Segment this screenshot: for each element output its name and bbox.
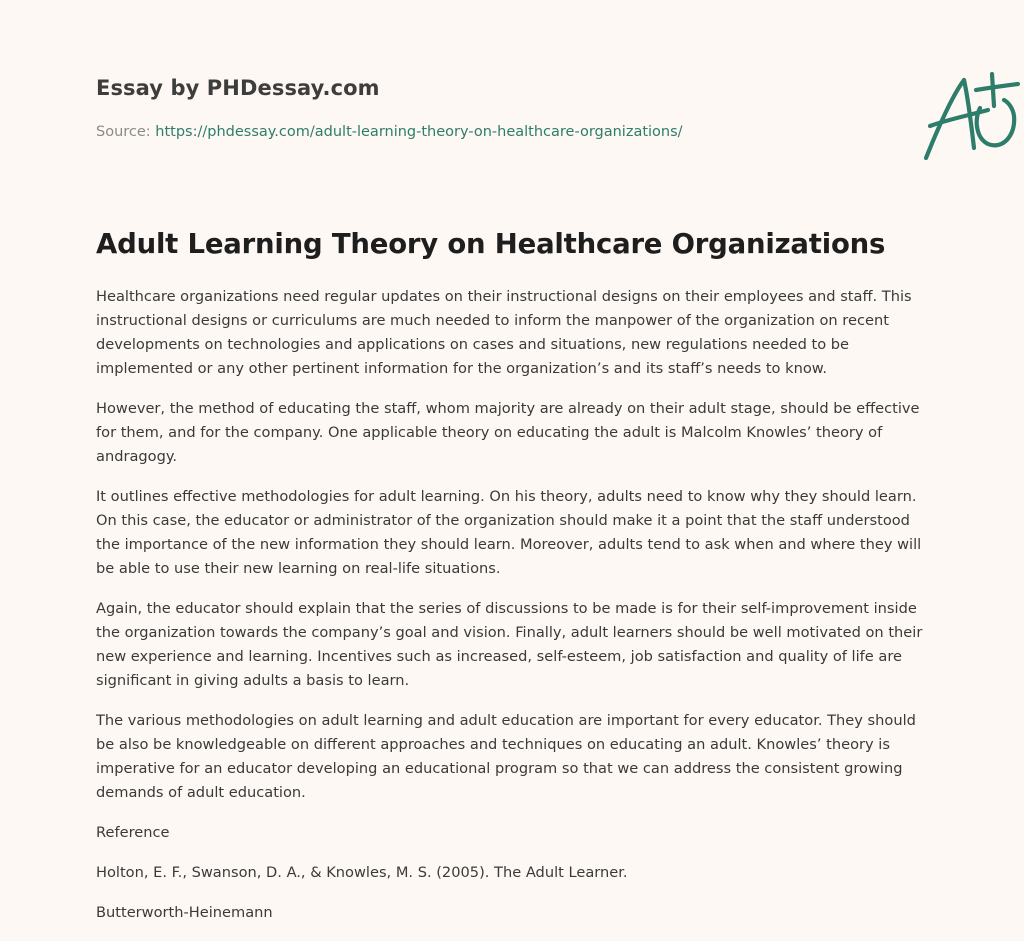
- reference-entry: Butterworth-Heinemann: [96, 904, 273, 921]
- paragraph: It outlines effective methodologies for adult learning. On his theory, adults need to know why they should learn. On this case, the educator or administrator of the organization should make it a point that the staff understood the importance of the new information they should learn. Moreover, adults tend to ask when and where they will be able to use their new learning on real-life situations.: [96, 488, 922, 577]
- article-title: Adult Learning Theory on Healthcare Organizations: [96, 228, 886, 260]
- reference-entry: Holton, E. F., Swanson, D. A., & Knowles, M. S. (2005). The Adult Learner.: [96, 864, 628, 881]
- source-label: Source:: [96, 124, 156, 140]
- paragraph: However, the method of educating the staff, whom majority are already on their adult stage, should be effective for them, and for the company. One applicable theory on educating the adult is Malcolm Knowles’ theory of andragogy.: [96, 400, 920, 465]
- paragraph: Healthcare organizations need regular updates on their instructional designs on their employees and staff. This instructional designs or curriculums are much needed to inform the manpower of the organization on recent developments on technologies and applications on cases and situations, new regulations needed to be implemented or any other pertinent information for the organization’s and its staff’s needs to know.: [96, 288, 912, 377]
- a-plus-grade-icon: [918, 70, 1022, 162]
- paragraph: Again, the educator should explain that the series of discussions to be made is for their self-improvement inside the organization towards the company’s goal and vision. Finally, adult learners should be well motivated on their new experience and learning. Incentives such as increased, self-esteem, job satisfaction and quality of life are significant in giving adults a basis to learn.: [96, 600, 923, 689]
- source-link[interactable]: https://phdessay.com/adult-learning-theory-on-healthcare-organizations/: [155, 124, 683, 140]
- article-body: [96, 285, 926, 941]
- source-line: [96, 124, 683, 140]
- reference-heading: Reference: [96, 824, 170, 841]
- brand-title: Essay by PHDessay.com: [96, 76, 380, 100]
- paragraph: The various methodologies on adult learning and adult education are important for every educator. They should be also be knowledgeable on different approaches and techniques on educating an adult. Knowles’ theory is imperative for an educator developing an educational program so that we can address the consistent growing demands of adult education.: [96, 712, 916, 801]
